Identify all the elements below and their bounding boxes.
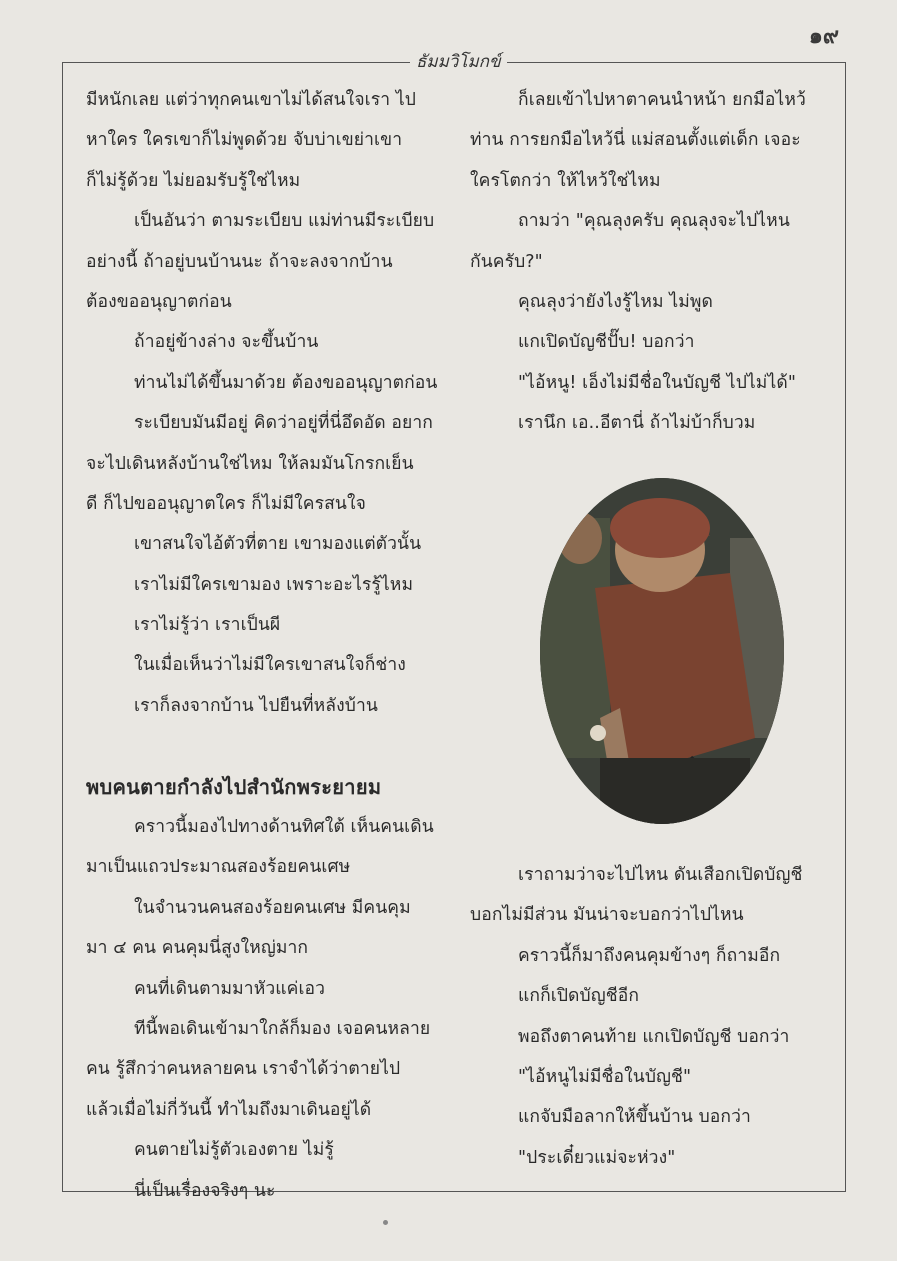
text-line: เราถามว่าจะไปไหน ดันเสือกเปิดบัญชี bbox=[518, 865, 803, 885]
text-line: ก็ไม่รู้ด้วย ไม่ยอมรับรู้ใช่ไหม bbox=[86, 170, 301, 191]
page-number: ๑๙ bbox=[808, 23, 839, 49]
text-line: เราก็ลงจากบ้าน ไปยืนที่หลังบ้าน bbox=[134, 695, 378, 716]
left-column bbox=[86, 80, 456, 1211]
text-line: เราไม่รู้ว่า เราเป็นผี bbox=[134, 615, 281, 636]
text-line: มา ๔ คน คนคุมนี่สูงใหญ่มาก bbox=[86, 938, 309, 959]
text-line: คน รู้สึกว่าคนหลายคน เราจำได้ว่าตายไป bbox=[86, 1059, 401, 1080]
text-line: ดี ก็ไปขออนุญาตใคร ก็ไม่มีใครสนใจ bbox=[86, 493, 366, 514]
text-line: "ไอ้หนู! เอ็งไม่มีชื่อในบัญชี ไปไม่ได้" bbox=[518, 372, 796, 393]
section-heading: พบคนตายกำลังไปสำนักพระยายม bbox=[86, 774, 382, 799]
text-line: คราวนี้มองไปทางด้านทิศใต้ เห็นคนเดิน bbox=[134, 817, 434, 838]
text-line: จะไปเดินหลังบ้านใช่ไหม ให้ลมมันโกรกเย็น bbox=[86, 453, 414, 474]
text-line: ระเบียบมันมีอยู่ คิดว่าอยู่ที่นี่อึดอัด อยาก bbox=[134, 413, 433, 434]
text-line: คราวนี้ก็มาถึงคนคุมข้างๆ ก็ถามอีก bbox=[518, 945, 781, 966]
text-line: ทีนี้พอเดินเข้ามาใกล้ก็มอง เจอคนหลาย bbox=[134, 1018, 431, 1039]
text-line: แกเปิดบัญชีปั๊บ! บอกว่า bbox=[518, 332, 695, 353]
text-line: พอถึงตาคนท้าย แกเปิดบัญชี บอกว่า bbox=[518, 1026, 790, 1047]
text-line: แล้วเมื่อไม่กี่วันนี้ ทำไมถึงมาเดินอยู่ได้ bbox=[86, 1099, 372, 1120]
text-line: เป็นอันว่า ตามระเบียบ แม่ท่านมีระเบียบ bbox=[134, 211, 435, 232]
text-line: ถ้าอยู่ข้างล่าง จะขึ้นบ้าน bbox=[134, 332, 319, 353]
text-line: คุณลุงว่ายังไงรู้ไหม ไม่พูด bbox=[518, 291, 713, 312]
photo-illustration bbox=[540, 478, 784, 824]
header-title: ธัมมวิโมกข์ bbox=[410, 48, 507, 75]
text-line: กันครับ?" bbox=[470, 251, 543, 272]
text-line: ก็เลยเข้าไปหาตาคนนำหน้า ยกมือไหว้ bbox=[518, 90, 806, 110]
text-line: ท่าน การยกมือไหว้นี่ แม่สอนตั้งแต่เด็ก เจอะ bbox=[470, 130, 801, 151]
text-line: คนตายไม่รู้ตัวเองตาย ไม่รู้ bbox=[134, 1140, 334, 1161]
text-line: คนที่เดินตามมาหัวแค่เอว bbox=[134, 978, 326, 999]
text-line: ในจำนวนคนสองร้อยคนเศษ มีคนคุม bbox=[134, 897, 411, 918]
text-line: ในเมื่อเห็นว่าไม่มีใครเขาสนใจก็ช่าง bbox=[134, 655, 406, 676]
text-line: บอกไม่มีส่วน มันน่าจะบอกว่าไปไหน bbox=[470, 905, 744, 926]
text-line: "ประเดี๋ยวแม่จะห่วง" bbox=[518, 1147, 676, 1168]
text-line: เรานึก เอ..อีตานี่ ถ้าไม่บ้าก็บวม bbox=[518, 413, 756, 434]
decorative-dot bbox=[383, 1220, 388, 1225]
text-line bbox=[86, 726, 456, 766]
text-line: หาใคร ใครเขาก็ไม่พูดด้วย จับบ่าเขย่าเขา bbox=[86, 130, 403, 151]
right-column-top bbox=[470, 80, 830, 444]
text-line: ใครโตกว่า ให้ไหว้ใช่ไหม bbox=[470, 170, 661, 191]
text-line: มาเป็นแถวประมาณสองร้อยคนเศษ bbox=[86, 857, 351, 878]
monk-photo bbox=[540, 478, 784, 824]
text-line: อย่างนี้ ถ้าอยู่บนบ้านนะ ถ้าจะลงจากบ้าน bbox=[86, 251, 393, 272]
text-line: ถามว่า "คุณลุงครับ คุณลุงจะไปไหน bbox=[518, 211, 790, 232]
right-column-bottom bbox=[470, 855, 830, 1178]
text-line: แกก็เปิดบัญชีอีก bbox=[518, 986, 640, 1007]
text-line: แกจับมือลากให้ขึ้นบ้าน บอกว่า bbox=[518, 1107, 751, 1128]
text-line: มีหนักเลย แต่ว่าทุกคนเขาไม่ได้สนใจเรา ไป bbox=[86, 90, 416, 110]
text-line: ต้องขออนุญาตก่อน bbox=[86, 291, 232, 312]
text-line: นี่เป็นเรื่องจริงๆ นะ bbox=[134, 1180, 276, 1201]
text-line: เขาสนใจไอ้ตัวที่ตาย เขามองแต่ตัวนั้น bbox=[134, 534, 422, 555]
text-line: ท่านไม่ได้ขึ้นมาด้วย ต้องขออนุญาตก่อน bbox=[134, 372, 438, 393]
text-line: "ไอ้หนูไม่มีชื่อในบัญชี" bbox=[518, 1066, 692, 1087]
text-line: เราไม่มีใครเขามอง เพราะอะไรรู้ไหม bbox=[134, 574, 414, 595]
